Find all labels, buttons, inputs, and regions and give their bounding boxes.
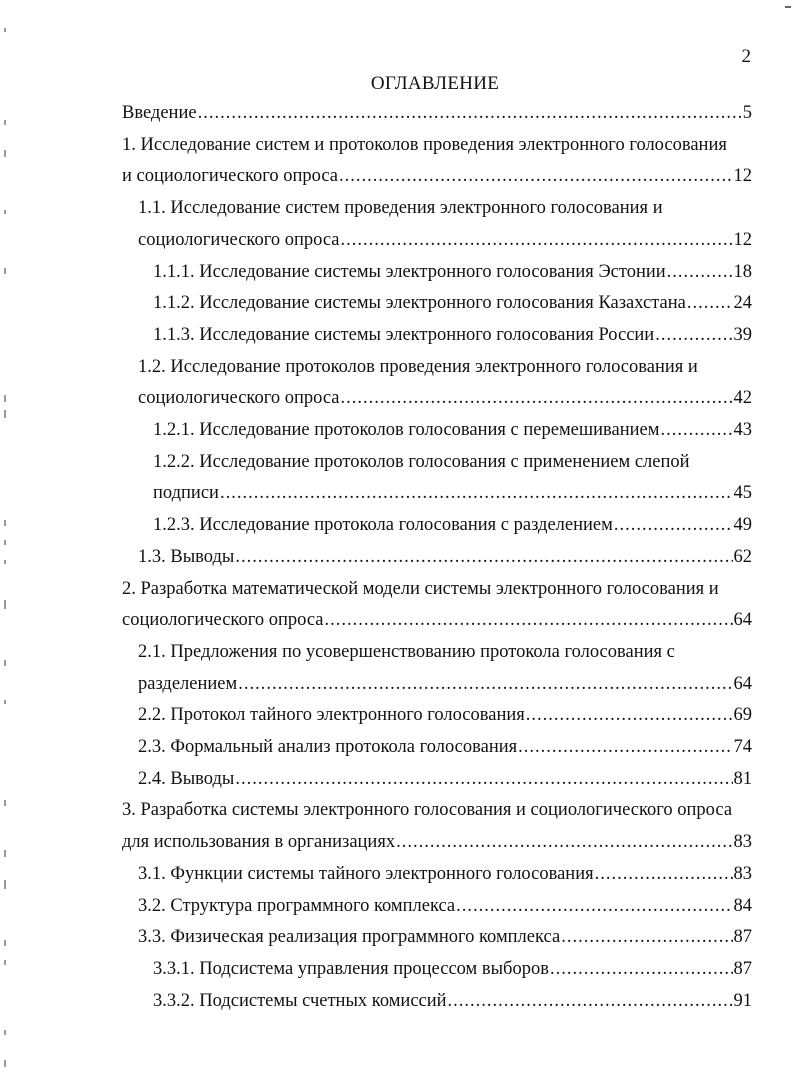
scan-speck — [4, 150, 6, 157]
toc-entry-title: социологического опроса — [122, 610, 324, 631]
toc-entry-title: социологического опроса — [138, 388, 340, 409]
toc-entry-page: 69 — [733, 705, 752, 726]
toc-entry-page: 81 — [733, 768, 752, 789]
toc-entry-title: для использования в организациях — [122, 832, 396, 853]
toc-leader-dots — [341, 225, 733, 256]
toc-entry[interactable] — [138, 764, 752, 795]
scan-margin-marks — [4, 0, 10, 1092]
toc-entry-title: 1.1.3. Исследование системы электронного голосования России — [153, 324, 655, 345]
scan-speck — [4, 520, 6, 526]
toc-entry[interactable] — [138, 383, 752, 414]
toc-entry[interactable] — [153, 447, 690, 478]
scan-speck — [4, 540, 6, 545]
toc-entry-title: 1. Исследование систем и протоколов проведения электронного голосования — [122, 134, 727, 155]
toc-leader-dots — [518, 732, 732, 763]
scan-speck — [4, 120, 6, 125]
toc-entry-title: 2.4. Выводы — [138, 768, 235, 789]
toc-leader-dots — [550, 954, 733, 985]
scan-speck — [4, 1060, 6, 1067]
scan-speck — [4, 800, 6, 806]
toc-entry-title: 2. Разработка математической модели системы электронного голосования и — [122, 578, 719, 599]
toc-entry-title: и социологического опроса — [122, 166, 339, 187]
toc-entry-title: 2.2. Протокол тайного электронного голосования — [138, 705, 525, 726]
toc-leader-dots — [235, 542, 732, 573]
toc-entry-title: 3.3.2. Подсистемы счетных комиссий — [153, 990, 447, 1011]
page-title: ОГЛАВЛЕНИЕ — [370, 73, 500, 94]
toc-entry-title: 1.1.1. Исследование системы электронного голосования Эстонии — [153, 261, 666, 282]
scan-speck — [4, 1030, 6, 1035]
toc-entry-page: 45 — [733, 483, 752, 504]
toc-entry[interactable] — [138, 225, 752, 256]
toc-entry-page: 5 — [742, 103, 752, 123]
toc-entry[interactable] — [122, 161, 752, 192]
toc-entry[interactable] — [138, 922, 752, 953]
toc-entry-page: 43 — [733, 420, 752, 440]
toc-entry[interactable] — [153, 415, 752, 446]
scan-speck — [4, 395, 6, 402]
toc-entry-page: 83 — [733, 832, 752, 853]
toc-entry-page: 24 — [733, 293, 752, 314]
toc-entry-title: 1.3. Выводы — [138, 546, 235, 567]
toc-leader-dots — [238, 669, 732, 700]
toc-leader-dots — [655, 320, 732, 351]
toc-leader-dots — [339, 161, 732, 192]
toc-leader-dots — [667, 257, 733, 288]
toc-leader-dots — [561, 922, 732, 953]
toc-entry-page: 74 — [733, 737, 752, 757]
toc-entry-page: 64 — [733, 673, 752, 694]
toc-entry-title: 3.1. Функции системы тайного электронного голосования — [138, 863, 594, 884]
toc-entry[interactable] — [153, 257, 752, 288]
toc-entry-title: 3.2. Структура программного комплекса — [138, 895, 456, 916]
toc-entry-title: 1.1.2. Исследование системы электронного голосования Казахстана — [153, 293, 686, 314]
toc-entry-title: 2.1. Предложения по усовершенствованию протокола голосования с — [138, 641, 675, 662]
toc-entry[interactable] — [122, 130, 727, 161]
toc-entry[interactable] — [138, 193, 663, 224]
toc-entry[interactable] — [138, 732, 752, 763]
toc-entry[interactable] — [153, 954, 752, 985]
toc-entry-title: 3.3.1. Подсистема управления процессом выборов — [153, 958, 549, 979]
scan-speck — [4, 940, 6, 946]
toc-entry-page: 64 — [733, 610, 752, 631]
toc-entry[interactable] — [138, 352, 698, 383]
scan-speck — [4, 660, 6, 666]
toc-entry[interactable] — [153, 986, 752, 1017]
toc-leader-dots — [456, 891, 732, 922]
toc-entry[interactable] — [138, 700, 752, 731]
toc-entry-page: 18 — [733, 261, 752, 282]
toc-entry-title: 1.2.1. Исследование протоколов голосования с перемешиванием — [153, 420, 660, 440]
toc-entry-title: социологического опроса — [138, 229, 340, 250]
toc-entry-page: 84 — [733, 895, 752, 916]
scan-corner-mark — [785, 6, 791, 8]
scan-speck — [4, 210, 6, 214]
toc-entry-page: 39 — [733, 324, 752, 345]
toc-leader-dots — [595, 859, 733, 890]
toc-leader-dots — [614, 510, 733, 541]
toc-entry-page: 12 — [733, 229, 752, 250]
toc-entry[interactable] — [153, 510, 752, 541]
scan-speck — [4, 700, 6, 704]
toc-entry-title: 1.2. Исследование протоколов проведения электронного голосования и — [138, 356, 698, 377]
toc-leader-dots — [687, 288, 733, 319]
scan-speck — [4, 410, 6, 418]
toc-entry-title: 1.2.2. Исследование протоколов голосования с применением слепой — [153, 451, 690, 472]
toc-entry[interactable] — [122, 574, 719, 605]
toc-entry[interactable] — [138, 542, 752, 573]
toc-entry[interactable] — [153, 288, 752, 319]
toc-entry-page: 42 — [733, 388, 752, 409]
page-number: 2 — [741, 46, 751, 67]
toc-leader-dots — [660, 415, 732, 446]
toc-leader-dots — [198, 98, 742, 129]
toc-leader-dots — [341, 383, 733, 414]
toc-entry[interactable] — [138, 891, 752, 922]
toc-entry-title: подписи — [153, 483, 219, 504]
toc-entry[interactable] — [122, 795, 732, 826]
toc-leader-dots — [325, 605, 733, 636]
toc-entry[interactable] — [153, 478, 752, 509]
toc-leader-dots — [526, 700, 733, 731]
toc-entry-title: разделением — [138, 673, 238, 694]
toc-entry-title: 3.3. Физическая реализация программного комплекса — [138, 927, 561, 948]
toc-entry-page: 87 — [733, 927, 752, 948]
toc-entry[interactable] — [138, 637, 675, 668]
toc-entry-page: 49 — [733, 515, 752, 536]
toc-entry-title: 1.1. Исследование систем проведения электронного голосования и — [138, 198, 663, 219]
toc-entry[interactable] — [138, 859, 752, 890]
toc-leader-dots — [220, 478, 733, 509]
scan-speck — [4, 960, 6, 965]
toc-entry[interactable] — [122, 605, 752, 636]
toc-entry-title: 3. Разработка системы электронного голосования и социологического опроса — [122, 800, 733, 821]
toc-entry-page: 91 — [733, 990, 752, 1011]
toc-entry[interactable] — [122, 98, 752, 129]
toc-entry[interactable] — [122, 827, 752, 858]
scan-speck — [4, 268, 6, 274]
scan-speck — [4, 560, 6, 564]
toc-entry-page: 62 — [733, 546, 752, 567]
toc-entry-page: 83 — [733, 863, 752, 884]
toc-entry[interactable] — [153, 320, 752, 351]
toc-leader-dots — [396, 827, 732, 858]
scan-speck — [4, 28, 6, 32]
toc-entry-title: Введение — [122, 103, 197, 123]
toc-entry-page: 87 — [733, 958, 752, 979]
toc-entry-title: 2.3. Формальный анализ протокола голосования — [138, 737, 518, 757]
toc-entry-page: 12 — [733, 166, 752, 187]
scan-speck — [4, 880, 6, 889]
toc-entry[interactable] — [138, 669, 752, 700]
scan-speck — [4, 850, 6, 857]
toc-leader-dots — [235, 764, 732, 795]
toc-entry-title: 1.2.3. Исследование протокола голосования с разделением — [153, 515, 613, 536]
toc-leader-dots — [448, 986, 733, 1017]
scan-speck — [4, 600, 6, 609]
